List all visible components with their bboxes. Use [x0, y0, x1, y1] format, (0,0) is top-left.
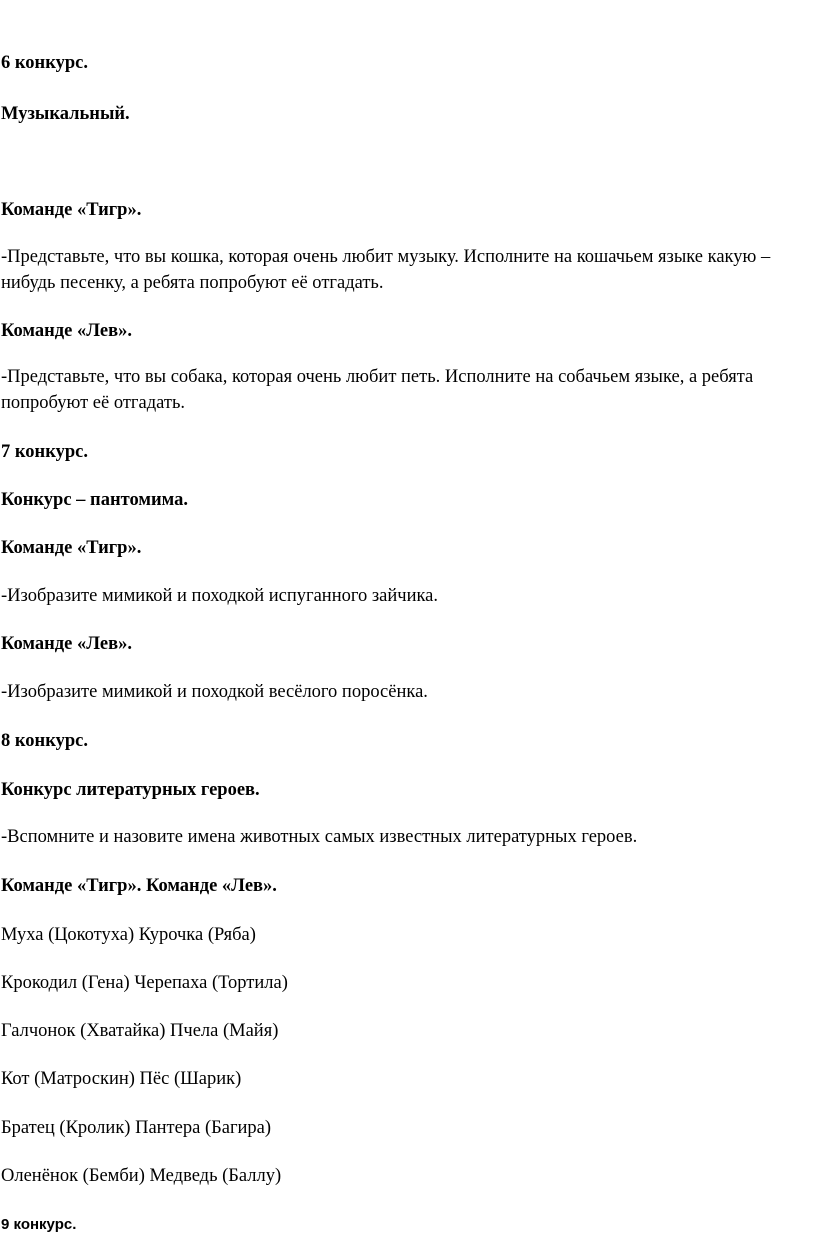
- contest-8-teams-label: Команде «Тигр». Команде «Лев».: [1, 876, 277, 896]
- contest-6-heading: 6 конкурс.: [1, 53, 88, 73]
- contest-6-tiger-task: -Представьте, что вы кошка, которая очень любит музыку. Исполните на кошачьем языке какую – нибудь песенку, а ребята попробуют её отгадать.: [1, 247, 771, 293]
- contest-6-title: Музыкальный.: [1, 104, 130, 124]
- contest-8-task: -Вспомните и назовите имена животных самых известных литературных героев.: [1, 827, 638, 847]
- answer-line: Крокодил (Гена) Черепаха (Тортила): [1, 973, 288, 993]
- contest-8-heading: 8 конкурс.: [1, 731, 88, 751]
- answer-line: Кот (Матроскин) Пёс (Шарик): [1, 1069, 242, 1089]
- contest-7-tiger-label: Команде «Тигр».: [1, 538, 142, 558]
- contest-7-title: Конкурс – пантомима.: [1, 490, 188, 510]
- contest-8-title: Конкурс литературных героев.: [1, 780, 260, 800]
- contest-6-lion-task: -Представьте, что вы собака, которая очень любит петь. Исполните на собачьем языке, а ребята попробуют её отгадать.: [1, 367, 754, 413]
- contest-6-tiger-label: Команде «Тигр».: [1, 200, 142, 220]
- answer-line: Братец (Кролик) Пантера (Багира): [1, 1118, 272, 1138]
- contest-9-heading: 9 конкурс.: [1, 1216, 77, 1233]
- answer-line: Оленёнок (Бемби) Медведь (Баллу): [1, 1166, 282, 1186]
- contest-7-lion-task: -Изобразите мимикой и походкой весёлого поросёнка.: [1, 682, 428, 702]
- contest-6-lion-label: Команде «Лев».: [1, 321, 132, 341]
- contest-7-tiger-task: -Изобразите мимикой и походкой испуганного зайчика.: [1, 586, 439, 606]
- contest-7-heading: 7 конкурс.: [1, 442, 88, 462]
- answer-line: Муха (Цокотуха) Курочка (Ряба): [1, 925, 256, 945]
- contest-7-lion-label: Команде «Лев».: [1, 634, 132, 654]
- answer-line: Галчонок (Хватайка) Пчела (Майя): [1, 1021, 279, 1041]
